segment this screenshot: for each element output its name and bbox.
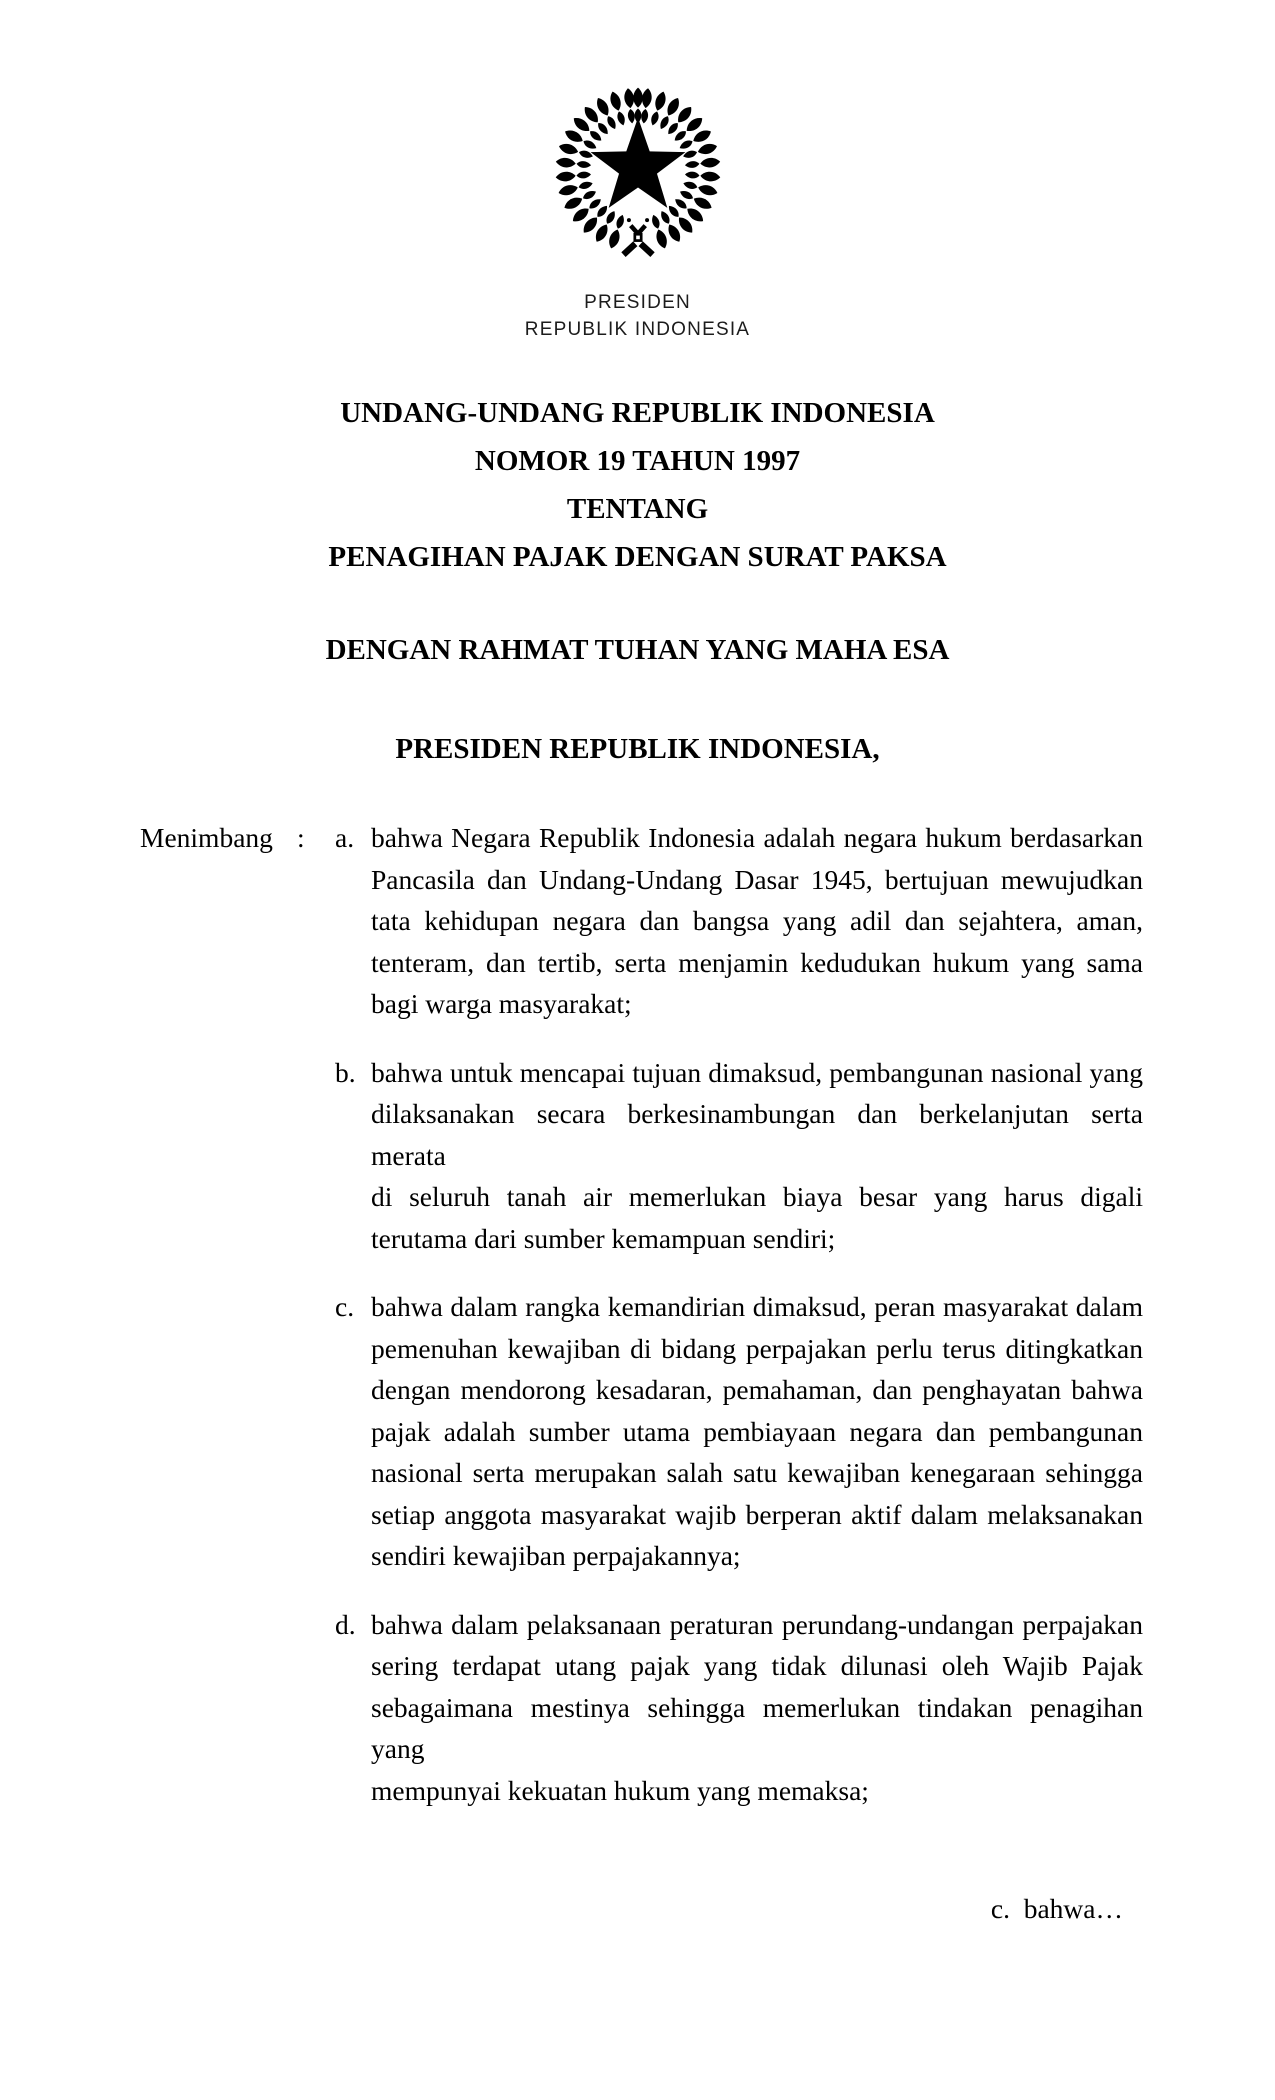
item-letter-c: c. <box>335 1291 355 1322</box>
consideration-item-d <box>335 1604 1143 1812</box>
body-line: nasional serta merupakan salah satu kewajiban kenegaraan sehingga <box>371 1457 1143 1488</box>
wreath-bow-icon <box>623 218 652 254</box>
body-line: pemenuhan kewajiban di bidang perpajakan perlu terus ditingkatkan <box>371 1332 1143 1364</box>
body-line: tenteram, dan tertib, serta menjamin kedudukan hukum yang sama <box>371 946 1143 978</box>
presidential-star-wreath-seal-icon <box>547 84 729 261</box>
consideration-item-b <box>335 1052 1143 1260</box>
item-text-c <box>371 1286 1143 1577</box>
title-line-tentang: TENTANG <box>566 493 709 525</box>
body-line: setiap anggota masyarakat wajib berperan aktif dalam melaksanakan <box>371 1498 1143 1530</box>
menimbang-section <box>140 817 1143 1811</box>
menimbang-label: Menimbang <box>140 822 273 853</box>
body-line: tata kehidupan negara dan bangsa yang adil dan sejahtera, aman, <box>371 905 1143 936</box>
item-text-b <box>371 1052 1143 1260</box>
body-line: bahwa Negara Republik Indonesia adalah negara hukum berdasarkan <box>371 822 1143 853</box>
item-text-a <box>371 817 1143 1025</box>
title-line-subject: PENAGIHAN PAJAK DENGAN SURAT PAKSA <box>328 541 947 573</box>
letterhead <box>0 84 1275 343</box>
body-line: di seluruh tanah air memerlukan biaya besar yang harus digali <box>371 1181 1143 1212</box>
item-letter-d: d. <box>335 1608 356 1640</box>
item-letter-a: a. <box>335 822 355 853</box>
body-line: bagi warga masyarakat; <box>371 988 632 1019</box>
document-title <box>0 389 1275 581</box>
letterhead-presiden: PRESIDEN <box>584 292 691 313</box>
page-catchword: c. bahwa… <box>990 1893 1123 1924</box>
letterhead-republik-indonesia: REPUBLIK INDONESIA <box>524 319 751 340</box>
body-line: mempunyai kekuatan hukum yang memaksa; <box>371 1774 869 1806</box>
consideration-item-c <box>335 1286 1143 1577</box>
body-line: sebagaimana mestinya sehingga memerlukan tindakan penagihan yang <box>371 1691 1143 1764</box>
body-line: dengan mendorong kesadaran, pemahaman, dan penghayatan bahwa <box>371 1374 1143 1405</box>
body-line: bahwa dalam rangka kemandirian dimaksud, peran masyarakat dalam <box>371 1291 1143 1322</box>
title-line-undang-undang: UNDANG-UNDANG REPUBLIK INDONESIA <box>340 397 935 429</box>
body-line: bahwa untuk mencapai tujuan dimaksud, pembangunan nasional yang <box>371 1056 1143 1088</box>
body-line: terutama dari sumber kemampuan sendiri; <box>371 1222 836 1254</box>
consideration-item-a <box>335 817 1143 1025</box>
body-line: bahwa dalam pelaksanaan peraturan perundang-undangan perpajakan <box>371 1608 1143 1640</box>
body-line: Pancasila dan Undang-Undang Dasar 1945, bertujuan mewujudkan <box>371 863 1143 895</box>
menimbang-items <box>335 817 1143 1811</box>
body-line: pajak adalah sumber utama pembiayaan negara dan pembangunan <box>371 1415 1143 1447</box>
body-line: sendiri kewajiban perpajakannya; <box>371 1540 741 1571</box>
body-line: sering terdapat utang pajak yang tidak dilunasi oleh Wajib Pajak <box>371 1650 1143 1681</box>
title-line-nomor-tahun: NOMOR 19 TAHUN 1997 <box>474 445 801 477</box>
body-line: dilaksanakan secara berkesinambungan dan berkelanjutan serta merata <box>371 1098 1143 1171</box>
menimbang-colon: : <box>297 822 305 853</box>
item-letter-b: b. <box>335 1056 356 1088</box>
invocation-line: DENGAN RAHMAT TUHAN YANG MAHA ESA <box>325 634 950 666</box>
authority-line: PRESIDEN REPUBLIK INDONESIA, <box>395 733 880 765</box>
item-text-d <box>371 1604 1143 1812</box>
